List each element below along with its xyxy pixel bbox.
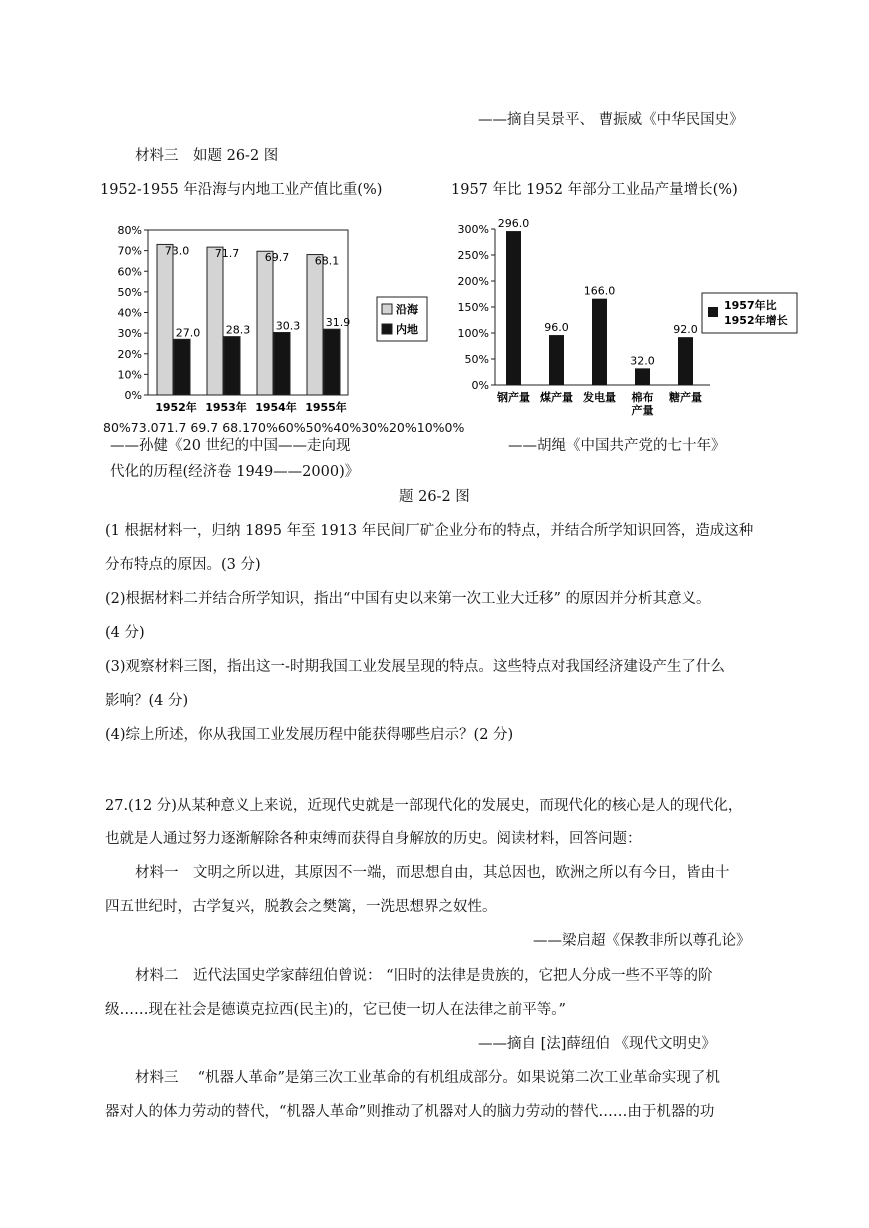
y-tick-label: 30% bbox=[117, 327, 142, 341]
y-tick-label: 80% bbox=[117, 224, 142, 237]
legend-label: 1957年比 bbox=[724, 299, 777, 312]
question-27-line-1: 27.(12 分)从某种意义上来说，近现代史就是一部现代化的发展史，而现代化的核心是人的现代化， bbox=[105, 798, 743, 814]
y-tick-label: 50% bbox=[464, 353, 489, 366]
stray-axis-text: 80%73.071.7 69.7 68.170%60%50%40%30%20%10%0% bbox=[103, 420, 465, 435]
x-tick-label: 糖产量 bbox=[669, 391, 702, 404]
data-label: 32.0 bbox=[630, 354, 655, 368]
bar-内地 bbox=[324, 329, 340, 395]
y-tick-label: 0% bbox=[471, 379, 489, 392]
data-label: 71.7 bbox=[214, 247, 240, 261]
left-chart bbox=[95, 215, 418, 420]
figure-caption: 题 26-2 图 bbox=[399, 489, 470, 505]
left-chart-source-line-1: ——孙健《20 世纪的中国——走向现 bbox=[110, 438, 351, 454]
question-4: (4)综上所述，你从我国工业发展历程中能获得哪些启示？(2 分) bbox=[105, 727, 514, 743]
material-3-line-2: 器对人的体力劳动的替代，“机器人革命”则推动了机器对人的脑力劳动的替代……由于机器的功 bbox=[105, 1104, 715, 1120]
legend-label: 内地 bbox=[396, 323, 418, 336]
right-chart-source: ——胡绳《中国共产党的七十年》 bbox=[508, 438, 726, 454]
question-2-line-2: (4 分) bbox=[105, 625, 145, 641]
bar bbox=[678, 337, 693, 385]
data-label: 30.3 bbox=[275, 319, 301, 333]
material-2-line-1: 材料二 近代法国史学家薛纽伯曾说： “旧时的法律是贵族的，它把人分成一些不平等的阶 bbox=[135, 968, 713, 984]
bar-沿海 bbox=[257, 251, 273, 395]
legend-swatch bbox=[382, 304, 392, 314]
material-3-line-1: 材料三 “机器人革命”是第三次工业革命的有机组成部分。如果说第二次工业革命实现了机 bbox=[135, 1070, 720, 1086]
bar-沿海 bbox=[157, 244, 173, 395]
bar-内地 bbox=[224, 337, 240, 395]
bar-沿海 bbox=[307, 255, 323, 395]
y-tick-label: 300% bbox=[457, 223, 489, 236]
question-27-line-2: 也就是人通过努力逐渐解除各种束缚而获得自身解放的历史。阅读材料，回答问题： bbox=[105, 831, 642, 847]
y-tick-label: 70% bbox=[117, 244, 142, 258]
bar bbox=[592, 299, 607, 385]
x-tick-label: 煤产量 bbox=[540, 391, 573, 404]
bar-内地 bbox=[274, 333, 290, 395]
right-chart-title: 1957 年比 1952 年部分工业品产量增长(%) bbox=[451, 182, 738, 198]
data-label: 27.0 bbox=[175, 326, 201, 340]
material-1-line-1: 材料一 文明之所以进，其原因不一端，而思想自由，其总因也，欧洲之所以有今日，皆由十 bbox=[135, 865, 730, 881]
y-tick-label: 250% bbox=[457, 249, 489, 262]
y-tick-label: 0% bbox=[124, 389, 142, 402]
data-label: 296.0 bbox=[497, 217, 530, 231]
y-tick-label: 40% bbox=[117, 306, 142, 320]
x-tick-label: 1954年 bbox=[255, 401, 297, 414]
x-tick-label: 1953年 bbox=[205, 401, 247, 414]
data-label: 166.0 bbox=[583, 284, 616, 298]
x-tick-label: 钢产量 bbox=[497, 391, 530, 404]
question-1-line-2: 分布特点的原因。(3 分) bbox=[105, 557, 261, 573]
y-tick-label: 50% bbox=[117, 285, 142, 299]
right-chart bbox=[440, 215, 825, 420]
header-citation: ——摘自吴景平、 曹振威《中华民国史》 bbox=[478, 112, 744, 128]
data-label: 68.1 bbox=[314, 254, 340, 268]
question-2-line-1: (2)根据材料二并结合所学知识，指出“中国有史以来第一次工业大迁移” 的原因并分析其意义。 bbox=[105, 591, 711, 607]
data-label: 96.0 bbox=[544, 321, 569, 335]
legend-label: 1952年增长 bbox=[724, 314, 788, 327]
material-1-line-2: 四五世纪时，古学复兴，脱教会之樊篱，一洗思想界之奴性。 bbox=[105, 899, 497, 915]
left-chart-title: 1952-1955 年沿海与内地工业产值比重(%) bbox=[100, 182, 383, 198]
material3-label: 材料三 如题 26-2 图 bbox=[135, 148, 279, 164]
data-label: 92.0 bbox=[673, 323, 698, 337]
legend-swatch bbox=[382, 324, 392, 334]
y-tick-label: 10% bbox=[117, 368, 142, 382]
question-3-line-1: (3)观察材料三图，指出这一-时期我国工业发展呈现的特点。这些特点对我国经济建设产生了什么 bbox=[105, 659, 725, 675]
material-1-source: ——梁启超《保教非所以尊孔论》 bbox=[533, 933, 751, 949]
x-tick-label: 棉布 bbox=[631, 391, 654, 404]
legend-label: 沿海 bbox=[396, 303, 418, 316]
x-tick-label: 发电量 bbox=[583, 391, 616, 404]
bar-内地 bbox=[174, 339, 190, 395]
x-tick-label: 1955年 bbox=[305, 401, 347, 414]
bar bbox=[635, 368, 650, 385]
data-label: 73.0 bbox=[164, 244, 190, 258]
y-tick-label: 150% bbox=[457, 301, 489, 314]
bar bbox=[549, 335, 564, 385]
material-2-line-2: 级……现在社会是德谟克拉西(民主)的，它已使一切人在法律之前平等。” bbox=[105, 1002, 566, 1018]
x-tick-label: 产量 bbox=[631, 404, 654, 417]
y-tick-label: 100% bbox=[457, 327, 489, 340]
y-tick-label: 200% bbox=[457, 275, 489, 288]
bar bbox=[506, 231, 521, 385]
bar-沿海 bbox=[207, 247, 223, 395]
question-1-line-1: (1 根据材料一，归纳 1895 年至 1913 年民间厂矿企业分布的特点，并结合所学知识回答，造成这种 bbox=[105, 523, 754, 539]
left-chart-source-line-2: 代化的历程(经济卷 1949——2000)》 bbox=[110, 464, 360, 480]
y-tick-label: 60% bbox=[117, 265, 142, 279]
legend-swatch bbox=[708, 307, 718, 317]
question-3-line-2: 影响？(4 分) bbox=[105, 693, 189, 709]
data-label: 31.9 bbox=[325, 316, 351, 330]
material-2-source: ——摘自 [法]薛纽伯 《现代文明史》 bbox=[478, 1036, 717, 1052]
data-label: 28.3 bbox=[225, 323, 251, 337]
data-label: 69.7 bbox=[264, 251, 290, 265]
x-tick-label: 1952年 bbox=[155, 401, 197, 414]
y-tick-label: 20% bbox=[117, 347, 142, 361]
